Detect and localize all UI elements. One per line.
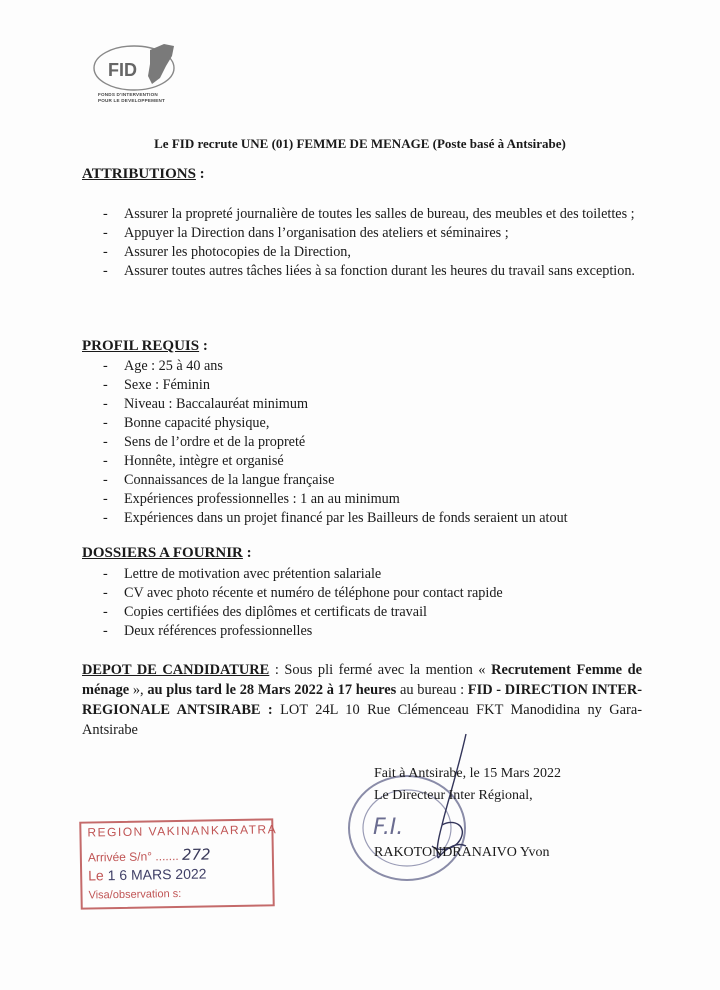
list-item: - Expériences professionnelles : 1 an au minimum <box>100 490 660 509</box>
reception-stamp-number-label: Arrivée S/n° <box>87 849 153 865</box>
madagascar-map-icon <box>92 38 192 94</box>
logo-line-1: FONDS D'INTERVENTION <box>98 92 158 97</box>
reception-stamp <box>79 818 278 909</box>
document-title: Le FID recrute UNE (01) FEMME DE MENAGE (Poste basé à Antsirabe) <box>154 136 566 151</box>
depot-text-3: », <box>129 682 148 698</box>
list-item: - Appuyer la Direction dans l’organisation des ateliers et séminaires ; <box>100 224 660 243</box>
list-item: - Sens de l’ordre et de la propreté <box>100 433 660 452</box>
list-item: - Assurer toutes autres tâches liées à sa fonction durant les heures du travail sans exception. <box>100 262 660 281</box>
depot-address: LOT 24L 10 Rue Clémenceau FKT Manodidina ny Gara-Antsirabe <box>82 702 642 738</box>
list-item: - Niveau : Baccalauréat minimum <box>100 395 660 414</box>
reception-stamp-date-label: Le <box>88 867 104 884</box>
depot-paragraph <box>82 660 642 740</box>
attributions-heading-suffix: : <box>195 166 205 182</box>
list-item: - Lettre de motivation avec prétention salariale <box>100 565 660 584</box>
depot-text-5: au bureau : <box>396 682 468 698</box>
list-item: - Deux références professionnelles <box>100 622 660 641</box>
reception-stamp-date-row <box>88 865 207 883</box>
dossiers-heading-text: DOSSIERS A FOURNIR <box>82 545 243 561</box>
profil-heading-suffix: : <box>199 338 208 354</box>
depot-office: FID - DIRECTION INTER-REGIONALE ANTSIRABE : <box>82 682 643 718</box>
reception-stamp-visa: Visa/observation s: <box>88 887 182 902</box>
attributions-list <box>100 205 660 281</box>
profil-list <box>100 357 660 528</box>
dossiers-heading-suffix: : <box>242 545 252 561</box>
list-item: - Connaissances de la langue française <box>100 471 660 490</box>
dossiers-heading <box>82 545 252 562</box>
attributions-heading <box>82 166 205 183</box>
depot-heading: DEPOT DE CANDIDATURE <box>82 662 270 678</box>
list-item: - Copies certifiées des diplômes et certificats de travail <box>100 603 660 622</box>
signature-role: Le Directeur Inter Régional, <box>374 788 533 803</box>
list-item: - CV avec photo récente et numéro de téléphone pour contact rapide <box>100 584 660 603</box>
attributions-heading-text: ATTRIBUTIONS <box>82 166 196 182</box>
logo-mark: FID <box>108 60 137 80</box>
signature-place-date: Fait à Antsirabe, le 15 Mars 2022 <box>374 766 562 781</box>
list-item: - Age : 25 à 40 ans <box>100 357 660 376</box>
fid-logo <box>92 38 192 106</box>
dossiers-list <box>100 565 660 641</box>
list-item: - Honnête, intègre et organisé <box>100 452 660 471</box>
depot-mention: Recrutement Femme de ménage <box>82 662 642 698</box>
logo-line-2: POUR LE DEVELOPPEMENT <box>98 98 165 103</box>
reception-stamp-date: 1 6 MARS 2022 <box>107 865 207 884</box>
reception-stamp-number: 272 <box>181 845 211 864</box>
signatory-name: RAKOTONDRANAIVO Yvon <box>374 845 550 860</box>
list-item: - Assurer les photocopies de la Direction, <box>100 243 660 262</box>
profil-heading <box>82 338 208 355</box>
list-item: - Expériences dans un projet financé par les Bailleurs de fonds seraient un atout <box>100 509 660 528</box>
list-item: - Bonne capacité physique, <box>100 414 660 433</box>
profil-heading-text: PROFIL REQUIS <box>82 338 200 354</box>
seal-initials: F.I. <box>373 815 404 840</box>
reception-stamp-region: REGION VAKINANKARATRA <box>87 822 278 840</box>
list-item: - Assurer la propreté journalière de toutes les salles de bureau, des meubles et des toilettes ; <box>100 205 660 224</box>
list-item: - Sexe : Féminin <box>100 376 660 395</box>
depot-deadline: au plus tard le 28 Mars 2022 à 17 heures <box>147 682 397 698</box>
depot-text-1: : Sous pli fermé avec la mention « <box>269 662 492 678</box>
reception-stamp-number-row: Arrivée S/n° ....... 272 <box>87 845 211 865</box>
